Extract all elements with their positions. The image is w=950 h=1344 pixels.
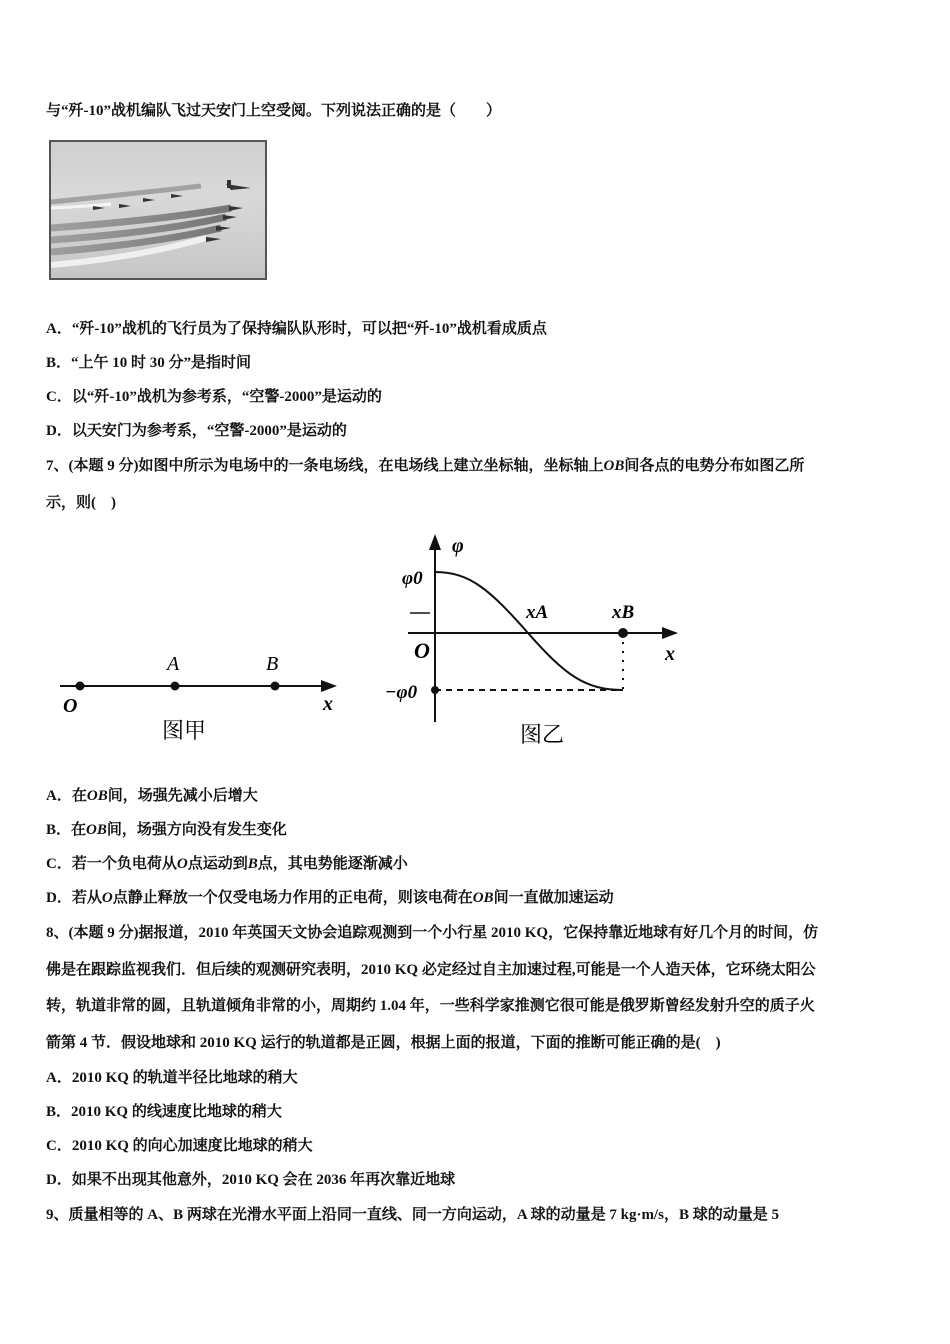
q7-stem-line2: 示，则( ) (46, 495, 116, 511)
q6-stem: 与“歼-10”战机编队飞过天安门上空受阅。下列说法正确的是（ ） (46, 103, 501, 119)
label-neg-phi0: −φ0 (385, 682, 418, 703)
q7-stem-line1: 7、(本题 9 分)如图中所示为电场中的一条电场线，在电场线上建立坐标轴，坐标轴上OB间各点的电势分布如图乙所 (46, 458, 805, 474)
q6-option-a[interactable]: A．“歼-10”战机的飞行员为了保持编队队形时，可以把“歼-10”战机看成质点 (46, 321, 547, 337)
figure-jia (55, 640, 355, 750)
q6-option-b[interactable]: B．“上午 10 时 30 分”是指时间 (46, 355, 252, 371)
q9-stem-line1: 9、质量相等的 A、B 两球在光滑水平面上沿同一直线、同一方向运动，A 球的动量是 7 kg·m/s，B 球的动量是 5 (46, 1207, 779, 1223)
label-xb: xB (612, 602, 635, 623)
figure-yi (380, 530, 690, 750)
y-axis-arrow-icon (429, 534, 441, 550)
label-a: A (167, 653, 180, 675)
point-xb (618, 628, 628, 638)
q8-stem-line2: 佛是在跟踪监视我们．但后续的观测研究表明，2010 KQ 必定经过自主加速过程,可能是一个人造天体，它环绕太阳公 (46, 962, 816, 978)
q7-option-c[interactable]: C．若一个负电荷从O点运动到B点，其电势能逐渐减小 (46, 856, 408, 872)
label-b: B (266, 653, 279, 675)
potential-curve (435, 572, 623, 690)
jet-formation-image (51, 142, 265, 278)
q8-stem-line4: 箭第 4 节．假设地球和 2010 KQ 运行的轨道都是正圆，根据上面的报道，下面的推断可能正确的是( ) (46, 1035, 721, 1051)
q8-option-b[interactable]: B．2010 KQ 的线速度比地球的稍大 (46, 1104, 282, 1120)
x-axis-arrow-icon (662, 627, 678, 639)
x-axis-arrow-icon (321, 680, 337, 692)
label-x: x (323, 693, 333, 715)
q7-option-a[interactable]: A．在OB间，场强先减小后增大 (46, 788, 258, 804)
q7-option-d[interactable]: D．若从O点静止释放一个仅受电场力作用的正电荷，则该电荷在OB间一直做加速运动 (46, 890, 614, 906)
q8-option-a[interactable]: A．2010 KQ 的轨道半径比地球的稍大 (46, 1070, 298, 1086)
q8-option-d[interactable]: D．如果不出现其他意外，2010 KQ 会在 2036 年再次靠近地球 (46, 1172, 456, 1188)
q8-stem-line3: 转，轨道非常的圆，且轨道倾角非常的小，周期约 1.04 年，一些科学家推测它很可能是俄罗斯曾经发射升空的质子火 (46, 998, 815, 1014)
point-o (76, 682, 85, 691)
point-neg-phi0 (431, 686, 439, 694)
label-origin: O (414, 638, 430, 663)
jet-formation-photo (49, 140, 267, 280)
q6-option-c[interactable]: C．以“歼-10”战机为参考系，“空警-2000”是运动的 (46, 389, 382, 405)
q8-stem-line1: 8、(本题 9 分)据报道，2010 年英国天文协会追踪观测到一个小行星 2010 KQ，它保持靠近地球有好几个月的时间，仿 (46, 925, 819, 941)
caption-yi: 图乙 (520, 722, 565, 747)
label-x: x (665, 643, 675, 665)
q8-option-c[interactable]: C．2010 KQ 的向心加速度比地球的稍大 (46, 1138, 313, 1154)
caption-jia: 图甲 (162, 718, 207, 743)
q6-option-d[interactable]: D．以天安门为参考系，“空警-2000”是运动的 (46, 423, 347, 439)
label-phi: φ (452, 535, 464, 557)
label-o: O (63, 695, 78, 717)
label-phi0: φ0 (402, 568, 423, 589)
point-b (271, 682, 280, 691)
point-a (171, 682, 180, 691)
label-xa: xA (526, 602, 549, 623)
q7-option-b[interactable]: B．在OB间，场强方向没有发生变化 (46, 822, 287, 838)
